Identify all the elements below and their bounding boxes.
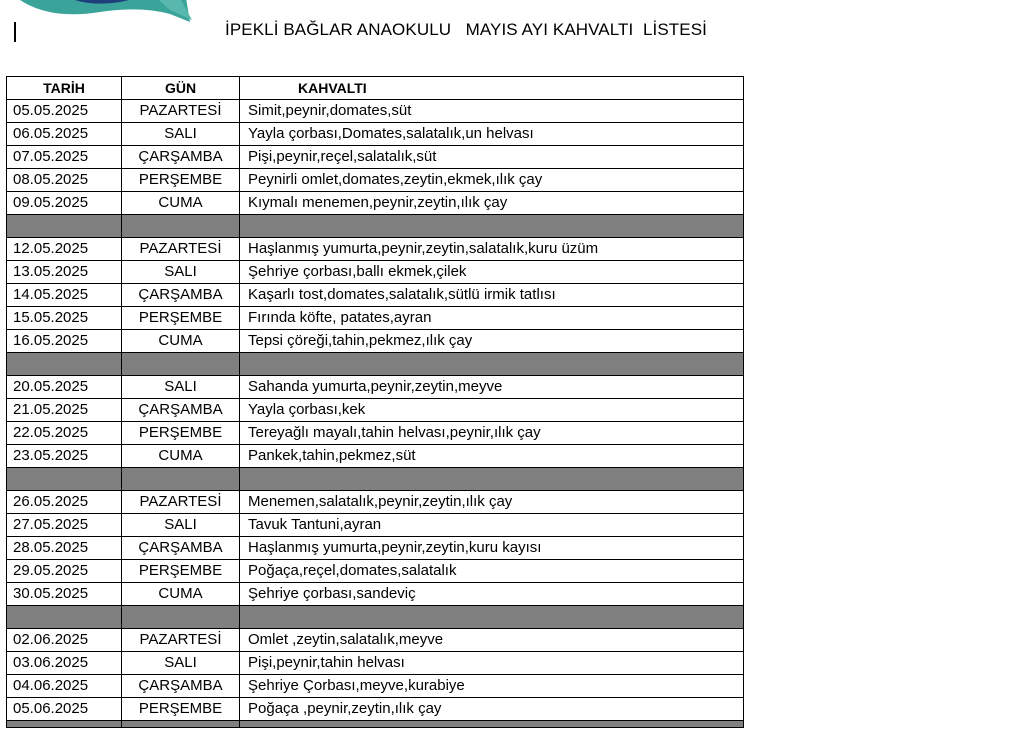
table-row (7, 629, 744, 652)
day-cell: SALI (122, 261, 240, 284)
day-cell: CUMA (122, 583, 240, 606)
meal-cell: Omlet ,zeytin,salatalık,meyve (240, 629, 744, 652)
date-cell: 03.06.2025 (7, 652, 122, 675)
table-row (7, 560, 744, 583)
table-row (7, 675, 744, 698)
text-cursor (14, 22, 16, 42)
table-row (7, 238, 744, 261)
table-row (7, 307, 744, 330)
day-cell: ÇARŞAMBA (122, 675, 240, 698)
week-separator-row (7, 468, 744, 491)
meal-cell: Haşlanmış yumurta,peynir,zeytin,kuru kayısı (240, 537, 744, 560)
table-row (7, 376, 744, 399)
header-row (7, 77, 744, 100)
date-cell: 05.05.2025 (7, 100, 122, 123)
day-cell: PERŞEMBE (122, 698, 240, 721)
table-row (7, 583, 744, 606)
meal-cell: Kaşarlı tost,domates,salatalık,sütlü irmik tatlısı (240, 284, 744, 307)
separator-cell (7, 721, 122, 728)
separator-cell (122, 215, 240, 238)
meal-cell: Yayla çorbası,kek (240, 399, 744, 422)
day-cell: PERŞEMBE (122, 422, 240, 445)
meal-cell: Şehriye Çorbası,meyve,kurabiye (240, 675, 744, 698)
day-cell: ÇARŞAMBA (122, 146, 240, 169)
page-title: İPEKLİ BAĞLAR ANAOKULU MAYIS AYI KAHVALTI LİSTESİ (225, 20, 707, 39)
day-cell: PERŞEMBE (122, 307, 240, 330)
meal-cell: Yayla çorbası,Domates,salatalık,un helvası (240, 123, 744, 146)
day-cell: PAZARTESİ (122, 629, 240, 652)
meal-cell: Şehriye çorbası,ballı ekmek,çilek (240, 261, 744, 284)
meal-cell: Pişi,peynir,tahin helvası (240, 652, 744, 675)
meal-cell: Kıymalı menemen,peynir,zeytin,ılık çay (240, 192, 744, 215)
date-cell: 08.05.2025 (7, 169, 122, 192)
date-cell: 05.06.2025 (7, 698, 122, 721)
meal-cell: Şehriye çorbası,sandeviç (240, 583, 744, 606)
date-cell: 12.05.2025 (7, 238, 122, 261)
table-row (7, 445, 744, 468)
date-cell: 23.05.2025 (7, 445, 122, 468)
header-meal: KAHVALTI (240, 77, 744, 100)
table-row (7, 399, 744, 422)
day-cell: ÇARŞAMBA (122, 284, 240, 307)
table-row (7, 698, 744, 721)
table-row (7, 422, 744, 445)
date-cell: 09.05.2025 (7, 192, 122, 215)
date-cell: 15.05.2025 (7, 307, 122, 330)
date-cell: 14.05.2025 (7, 284, 122, 307)
day-cell: ÇARŞAMBA (122, 537, 240, 560)
date-cell: 13.05.2025 (7, 261, 122, 284)
separator-cell (240, 468, 744, 491)
breakfast-table (6, 76, 744, 728)
date-cell: 29.05.2025 (7, 560, 122, 583)
header-date: TARİH (7, 77, 122, 100)
separator-cell (122, 721, 240, 728)
day-cell: PERŞEMBE (122, 169, 240, 192)
meal-cell: Pankek,tahin,pekmez,süt (240, 445, 744, 468)
day-cell: ÇARŞAMBA (122, 399, 240, 422)
separator-cell (122, 353, 240, 376)
day-cell: PAZARTESİ (122, 491, 240, 514)
meal-cell: Simit,peynir,domates,süt (240, 100, 744, 123)
meal-cell: Poğaça ,peynir,zeytin,ılık çay (240, 698, 744, 721)
week-separator-row (7, 721, 744, 728)
week-separator-row (7, 353, 744, 376)
separator-cell (7, 353, 122, 376)
meal-cell: Fırında köfte, patates,ayran (240, 307, 744, 330)
table-row (7, 192, 744, 215)
date-cell: 04.06.2025 (7, 675, 122, 698)
meal-cell: Poğaça,reçel,domates,salatalık (240, 560, 744, 583)
separator-cell (7, 606, 122, 629)
meal-cell: Tavuk Tantuni,ayran (240, 514, 744, 537)
date-cell: 02.06.2025 (7, 629, 122, 652)
date-cell: 06.05.2025 (7, 123, 122, 146)
day-cell: CUMA (122, 445, 240, 468)
table-body (7, 100, 744, 728)
meal-cell: Tepsi çöreği,tahin,pekmez,ılık çay (240, 330, 744, 353)
table-row (7, 652, 744, 675)
meal-cell: Haşlanmış yumurta,peynir,zeytin,salatalık,kuru üzüm (240, 238, 744, 261)
table-row (7, 123, 744, 146)
day-cell: SALI (122, 514, 240, 537)
separator-cell (7, 468, 122, 491)
table-row (7, 491, 744, 514)
meal-cell: Menemen,salatalık,peynir,zeytin,ılık çay (240, 491, 744, 514)
table-row (7, 537, 744, 560)
meal-cell: Pişi,peynir,reçel,salatalık,süt (240, 146, 744, 169)
day-cell: CUMA (122, 192, 240, 215)
day-cell: SALI (122, 652, 240, 675)
table-row (7, 330, 744, 353)
date-cell: 30.05.2025 (7, 583, 122, 606)
table-row (7, 146, 744, 169)
date-cell: 16.05.2025 (7, 330, 122, 353)
school-logo (20, 0, 195, 26)
day-cell: SALI (122, 123, 240, 146)
table-row (7, 514, 744, 537)
day-cell: PERŞEMBE (122, 560, 240, 583)
table-row (7, 284, 744, 307)
meal-cell: Sahanda yumurta,peynir,zeytin,meyve (240, 376, 744, 399)
day-cell: CUMA (122, 330, 240, 353)
date-cell: 21.05.2025 (7, 399, 122, 422)
separator-cell (240, 606, 744, 629)
separator-cell (122, 468, 240, 491)
separator-cell (240, 721, 744, 728)
table-row (7, 261, 744, 284)
header-day: GÜN (122, 77, 240, 100)
date-cell: 22.05.2025 (7, 422, 122, 445)
separator-cell (122, 606, 240, 629)
date-cell: 26.05.2025 (7, 491, 122, 514)
week-separator-row (7, 606, 744, 629)
day-cell: PAZARTESİ (122, 100, 240, 123)
date-cell: 07.05.2025 (7, 146, 122, 169)
separator-cell (240, 353, 744, 376)
date-cell: 20.05.2025 (7, 376, 122, 399)
week-separator-row (7, 215, 744, 238)
day-cell: PAZARTESİ (122, 238, 240, 261)
date-cell: 28.05.2025 (7, 537, 122, 560)
meal-cell: Tereyağlı mayalı,tahin helvası,peynir,ılık çay (240, 422, 744, 445)
separator-cell (240, 215, 744, 238)
separator-cell (7, 215, 122, 238)
day-cell: SALI (122, 376, 240, 399)
table-row (7, 169, 744, 192)
meal-cell: Peynirli omlet,domates,zeytin,ekmek,ılık çay (240, 169, 744, 192)
date-cell: 27.05.2025 (7, 514, 122, 537)
table-row (7, 100, 744, 123)
